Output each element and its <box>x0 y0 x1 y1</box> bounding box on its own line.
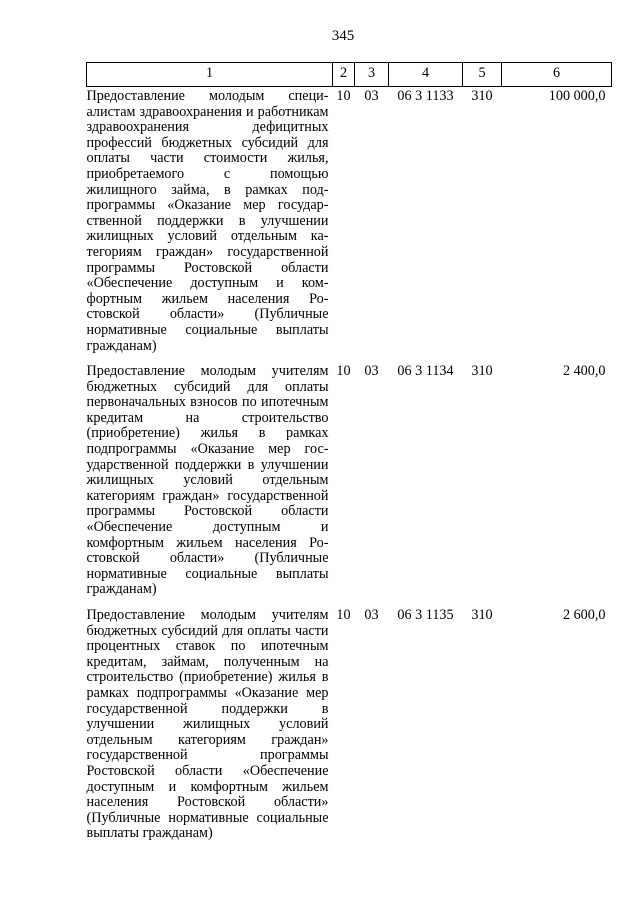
table-row <box>87 362 612 606</box>
row-amount: 2 600,0 <box>562 607 606 623</box>
row-expense-type: 310 <box>471 88 493 104</box>
row-description: Предоставление молодым учителям бюджетных субсидий для оплаты первоначальных взносов по ипотечным кредитам на строительство (приобретение) жилья в рамках подпрограммы «Оказание мер государственной поддержки в улучшении жилищных условий отдельным категориям граждан» государственной программы Ростовской области «Обеспечение доступным и комфортным жильем населения Ростовской области» (Публичные нормативные социальные выплаты гражданам) <box>86 363 329 598</box>
row-amount: 2 400,0 <box>562 363 606 380</box>
table-row <box>87 606 612 850</box>
row-target-article: 06 3 1133 <box>397 88 454 104</box>
row-target-article: 06 3 1134 <box>397 363 454 380</box>
header-cell-description: 1 <box>87 63 333 87</box>
header-cell-target-article: 4 <box>389 63 463 87</box>
header-cell-amount: 6 <box>502 63 612 87</box>
page-number: 345 <box>331 28 355 44</box>
row-target-article: 06 3 1135 <box>397 607 454 623</box>
table-row <box>87 87 612 363</box>
row-section: 10 <box>336 363 351 380</box>
row-description: Предоставление молодым специалистам здравоохранения и работникам здравоохранения дефицитных профессий бюджетных субсидий для оплаты части стоимости жилья, приобретаемого с помощью жилищного займа, в рамках подпрограммы «Оказание мер государственной поддержки в улучшении жилищных условий отдельным категориям граждан» государственной программы Ростовской области «Обеспечение доступным и комфортным жильем населения Ростовской области» (Публичные нормативные социальные выплаты гражданам) <box>86 88 329 354</box>
header-cell-section: 2 <box>333 63 355 87</box>
header-cell-subsection: 3 <box>355 63 389 87</box>
row-section: 10 <box>336 88 351 104</box>
header-row <box>87 63 612 87</box>
row-expense-type: 310 <box>471 607 493 623</box>
row-subsection: 03 <box>364 363 379 380</box>
row-subsection: 03 <box>364 88 379 104</box>
row-description: Предоставление молодым учителям бюджетных субсидий для оплаты части процентных ставок по ипотечным кредитам, займам, полученным на строительство (приобретение) жилья в рамках подпрограммы «Оказание мер государственной поддержки в улучшении жилищных условий отдельным категориям граждан» государственной программы Ростовской области «Обеспечение доступным и комфортным жильем населения Ростовской области» (Публичные нормативные социальные выплаты гражданам) <box>86 607 329 842</box>
row-amount: 100 000,0 <box>548 88 606 104</box>
budget-table <box>86 62 612 850</box>
row-section: 10 <box>336 607 351 623</box>
row-expense-type: 310 <box>471 363 493 380</box>
row-subsection: 03 <box>364 607 379 623</box>
header-cell-expense-type: 5 <box>463 63 502 87</box>
